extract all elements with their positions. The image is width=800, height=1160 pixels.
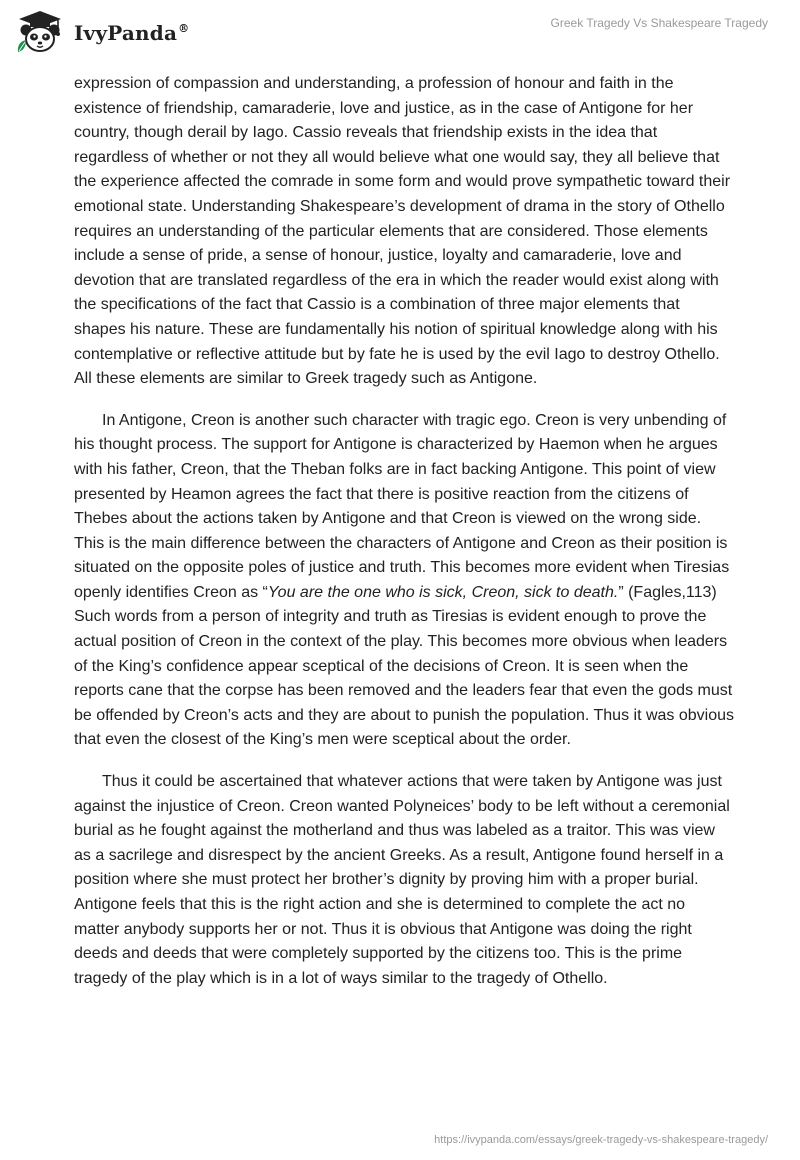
document-title: Greek Tragedy Vs Shakespeare Tragedy	[550, 16, 768, 30]
tiresias-quote: You are the one who is sick, Creon, sick to death.	[267, 583, 619, 601]
paragraph-2	[74, 409, 734, 753]
paragraph-1: expression of compassion and understanding, a profession of honour and faith in the existence of friendship, camaraderie, love and justice, as in the case of Antigone for her country, though derail by Iago. Cassio reveals that friendship exists in the idea that regardless of whether or not they all would believe what one would say, they all believe that the experience affected the comrade in some form and would prove sympathetic toward their emotional state. Understanding Shakespeare’s development of drama in the story of Othello requires an understanding of the particular elements that are considered. Those elements include a sense of pride, a sense of honour, justice, loyalty and camaraderie, love and devotion that are translated regardless of the era in which the reader would exist along with the specifications of the fact that Cassio is a combination of three major elements that shapes his nature. These are fundamentally his notion of spiritual knowledge along with his contemplative or reflective attitude but by fate he is used by the evil Iago to destroy Othello. All these elements are similar to Greek tragedy such as Antigone.	[74, 75, 731, 388]
paragraph-2-text-before-quote: In Antigone, Creon is another such character with tragic ego. Creon is very unbending of his thought process. The support for Antigone is characterized by Haemon when he argues with his father, Creon, that the Theban folks are in fact backing Antigone. This point of view presented by Heamon agrees the fact that there is positive reaction from the citizens of Thebes about the actions taken by Antigone and that Creon is viewed on the wrong side. This is the main difference between the characters of Antigone and Creon as their position is situated on the opposite poles of justice and truth. This becomes more evident when Tiresias openly identifies Creon as “	[74, 411, 730, 601]
ivypanda-logo[interactable]	[14, 8, 189, 56]
paragraph-3: Thus it could be ascertained that whatever actions that were taken by Antigone was just against the injustice of Creon. Creon wanted Polyneices’ body to be left without a ceremonial burial as he fought against the motherland and thus was labeled as a traitor. This was view as a sacrilege and disrespect by the ancient Greeks. As a result, Antigone found herself in a position where she must protect her brother’s dignity by proving him with a proper burial. Antigone feels that this is the right action and she is determined to complete the act no matter anybody supports her or not. Thus it is obvious that Antigone was doing the right deeds and deeds that were completely supported by the citizens too. This is the prime tragedy of the play which is in a lot of ways similar to the tragedy of Othello.	[74, 773, 730, 987]
essay-body	[74, 72, 734, 1008]
panda-graduate-icon	[14, 8, 66, 56]
source-url[interactable]: https://ivypanda.com/essays/greek-tragedy-vs-shakespeare-tragedy/	[434, 1134, 768, 1146]
logo-text: IvyPanda®	[74, 21, 190, 45]
paragraph-2-text-after-quote: ” (Fagles,113) Such words from a person of integrity and truth as Tiresias is evident enough to prove the actual position of Creon in the context of the play. This becomes more obvious when leaders of the King’s confidence appear sceptical of the decisions of Creon. It is seen when the reports cane that the corpse has been removed and the leaders fear that even the gods must be offended by Creon’s acts and they are about to punish the population. Thus it was obvious that even the closest of the King’s men were sceptical about the order.	[74, 583, 735, 749]
page-header	[0, 0, 800, 70]
